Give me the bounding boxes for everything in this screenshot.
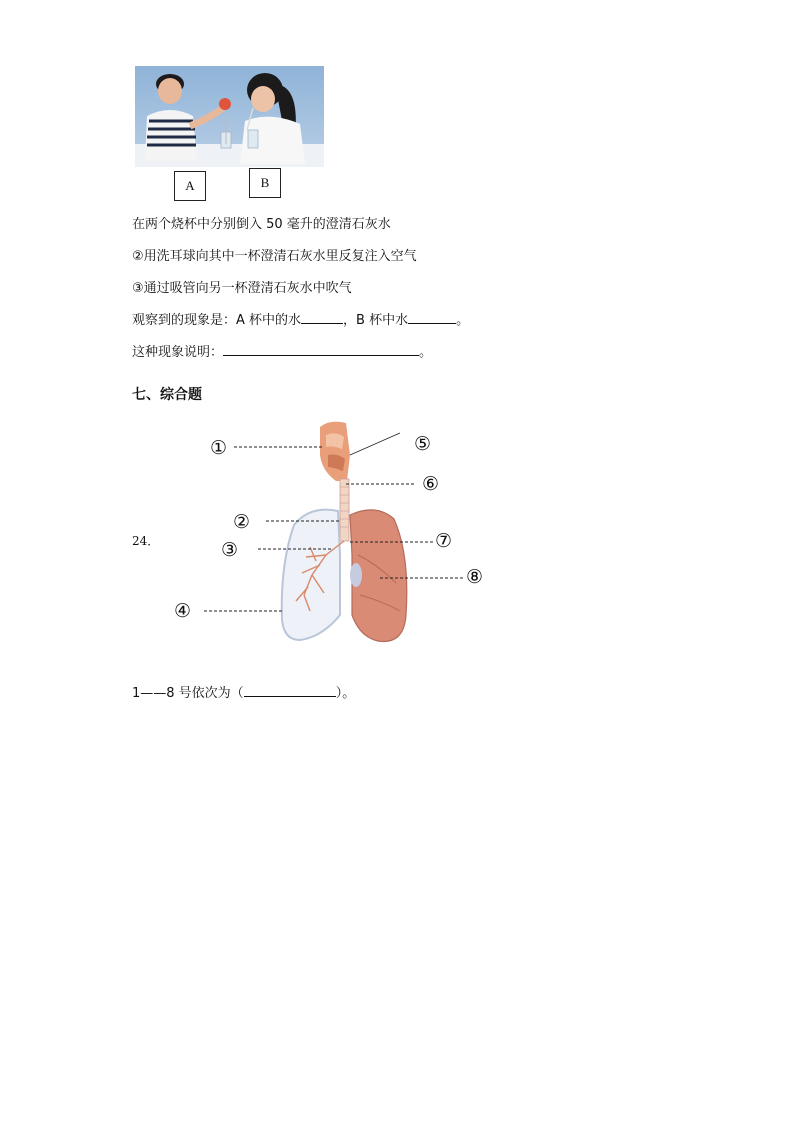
label-a-box: A: [174, 171, 206, 201]
label-1: ①: [210, 437, 228, 459]
explanation-line: 这种现象说明： 。: [132, 345, 433, 360]
label-3: ③: [221, 539, 239, 561]
step-2: ②用洗耳球向其中一杯澄清石灰水里反复注入空气: [132, 249, 417, 264]
label-7: ⑦: [435, 530, 453, 552]
question-number: 24．: [132, 534, 160, 548]
label-5: ⑤: [414, 433, 432, 455]
label-b-box: B: [249, 168, 281, 198]
answer-line: 1——8 号依次为（ ）。: [132, 686, 356, 701]
step-3: ③通过吸管向另一杯澄清石灰水中吹气: [132, 281, 352, 296]
experiment-photo: [135, 66, 324, 167]
blank-explanation[interactable]: [223, 343, 419, 356]
step-1: 在两个烧杯中分别倒入 50 毫升的澄清石灰水: [132, 217, 391, 232]
blank-b[interactable]: [408, 311, 456, 324]
blank-answer[interactable]: [244, 684, 336, 697]
label-2: ②: [233, 511, 251, 533]
label-8: ⑧: [466, 566, 484, 588]
label-6: ⑥: [422, 473, 440, 495]
section-title: 七、综合题: [132, 387, 202, 403]
blank-a[interactable]: [301, 311, 343, 324]
label-4: ④: [174, 600, 192, 622]
observation-line: 观察到的现象是：A 杯中的水 ，B 杯中水 。: [132, 313, 470, 328]
